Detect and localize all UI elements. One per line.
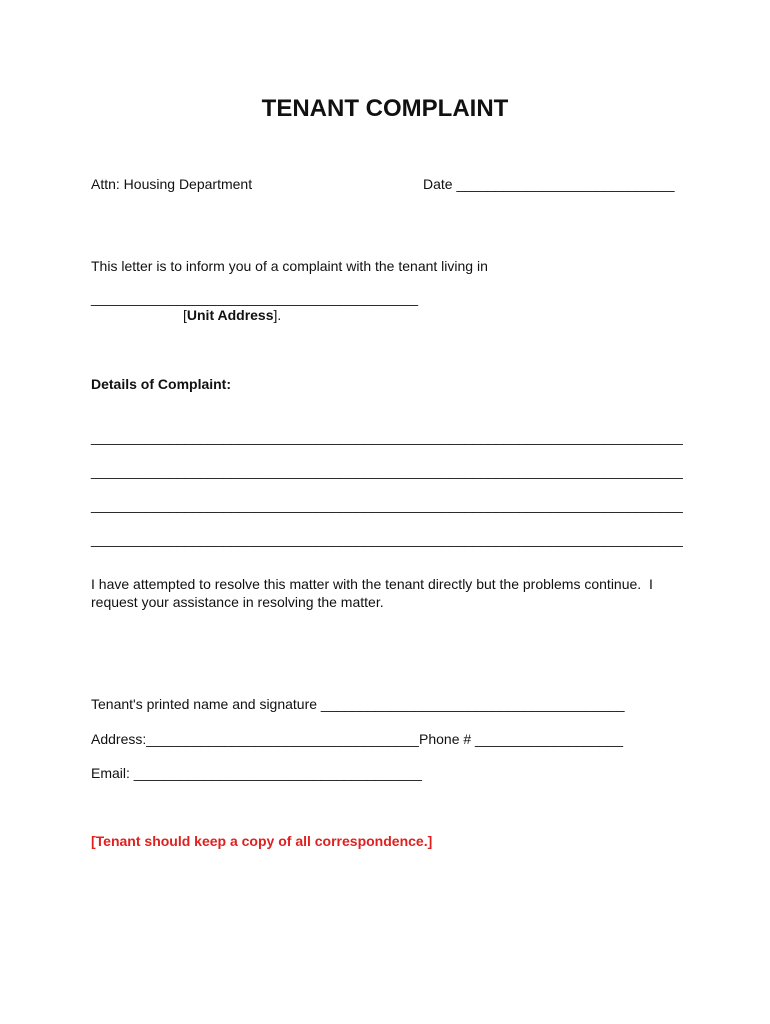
- keep-copy-note: [Tenant should keep a copy of all correspondence.]: [91, 833, 433, 849]
- detail-line: ____________________________________________________________________________: [91, 497, 683, 513]
- email-field: Email: _____________________________________: [91, 765, 422, 781]
- date-field: Date ____________________________: [423, 176, 675, 192]
- unit-address-text: Unit Address: [186, 307, 274, 323]
- intro-text: This letter is to inform you of a complaint with the tenant living in: [91, 258, 488, 274]
- signature-field: Tenant's printed name and signature _______________________________________: [91, 696, 625, 712]
- attn-line: Attn: Housing Department: [91, 176, 253, 192]
- unit-address-label: [183, 307, 281, 324]
- unit-close-bracket: ].: [273, 307, 282, 323]
- resolve-text-line-1: I have attempted to resolve this matter with the tenant directly but the problems continue. I: [91, 576, 653, 592]
- phone-field: Phone # ___________________: [419, 731, 623, 747]
- detail-line: ____________________________________________________________________________: [91, 463, 683, 479]
- details-heading: Details of Complaint:: [91, 376, 232, 392]
- detail-line: ____________________________________________________________________________: [91, 531, 683, 547]
- resolve-text-line-2: request your assistance in resolving the matter.: [91, 594, 384, 610]
- detail-line: ____________________________________________________________________________: [91, 429, 683, 445]
- unit-open-bracket: [: [183, 307, 187, 323]
- address-field: Address:___________________________________: [91, 731, 419, 747]
- unit-address-blank: __________________________________________: [91, 290, 419, 306]
- page-title: TENANT COMPLAINT: [261, 95, 509, 122]
